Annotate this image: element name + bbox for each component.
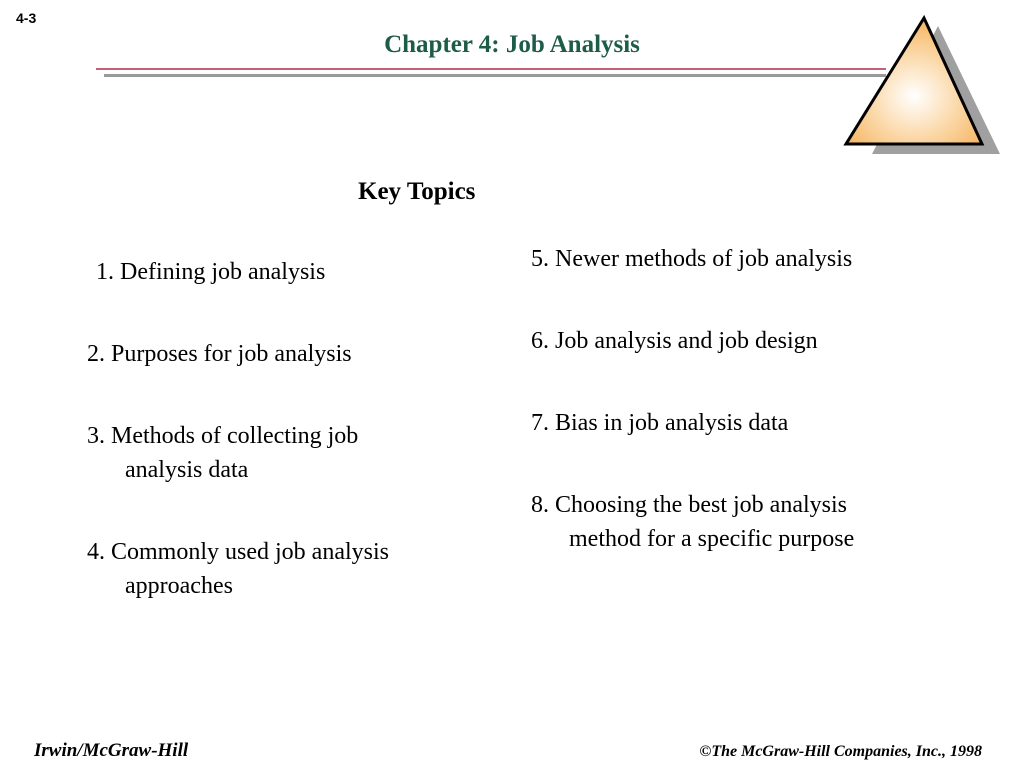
topic-text: 5. Newer methods of job analysis (531, 246, 853, 272)
topic-item (531, 488, 854, 556)
triangle-logo-icon (842, 12, 1006, 162)
footer-publisher: Irwin/McGraw-Hill (34, 740, 189, 761)
key-topics-heading: Key Topics (358, 178, 476, 205)
footer-copyright: ©The McGraw-Hill Companies, Inc., 1998 (699, 743, 982, 760)
topic-text: 7. Bias in job analysis data (531, 410, 789, 436)
topic-text-continued: approaches (125, 573, 233, 599)
topic-item (531, 406, 788, 440)
topic-item (87, 337, 352, 371)
slide-title: Chapter 4: Job Analysis (384, 31, 640, 58)
topic-text: 6. Job analysis and job design (531, 328, 818, 354)
topic-text-continued: method for a specific purpose (569, 526, 855, 552)
title-rule-red (96, 68, 886, 70)
topic-text: 2. Purposes for job analysis (87, 341, 352, 367)
slide-number: 4-3 (16, 10, 37, 26)
topic-item (531, 242, 852, 276)
topic-item (87, 419, 358, 487)
topic-text: 1. Defining job analysis (96, 259, 326, 285)
topic-text: 4. Commonly used job analysis (87, 539, 389, 565)
topic-item (96, 255, 325, 289)
topic-item (531, 324, 818, 358)
topic-text: 8. Choosing the best job analysis (531, 492, 847, 518)
title-rule-gray (104, 74, 886, 77)
topic-text: 3. Methods of collecting job (87, 423, 359, 449)
topic-item (87, 535, 389, 603)
topic-text-continued: analysis data (125, 457, 249, 483)
